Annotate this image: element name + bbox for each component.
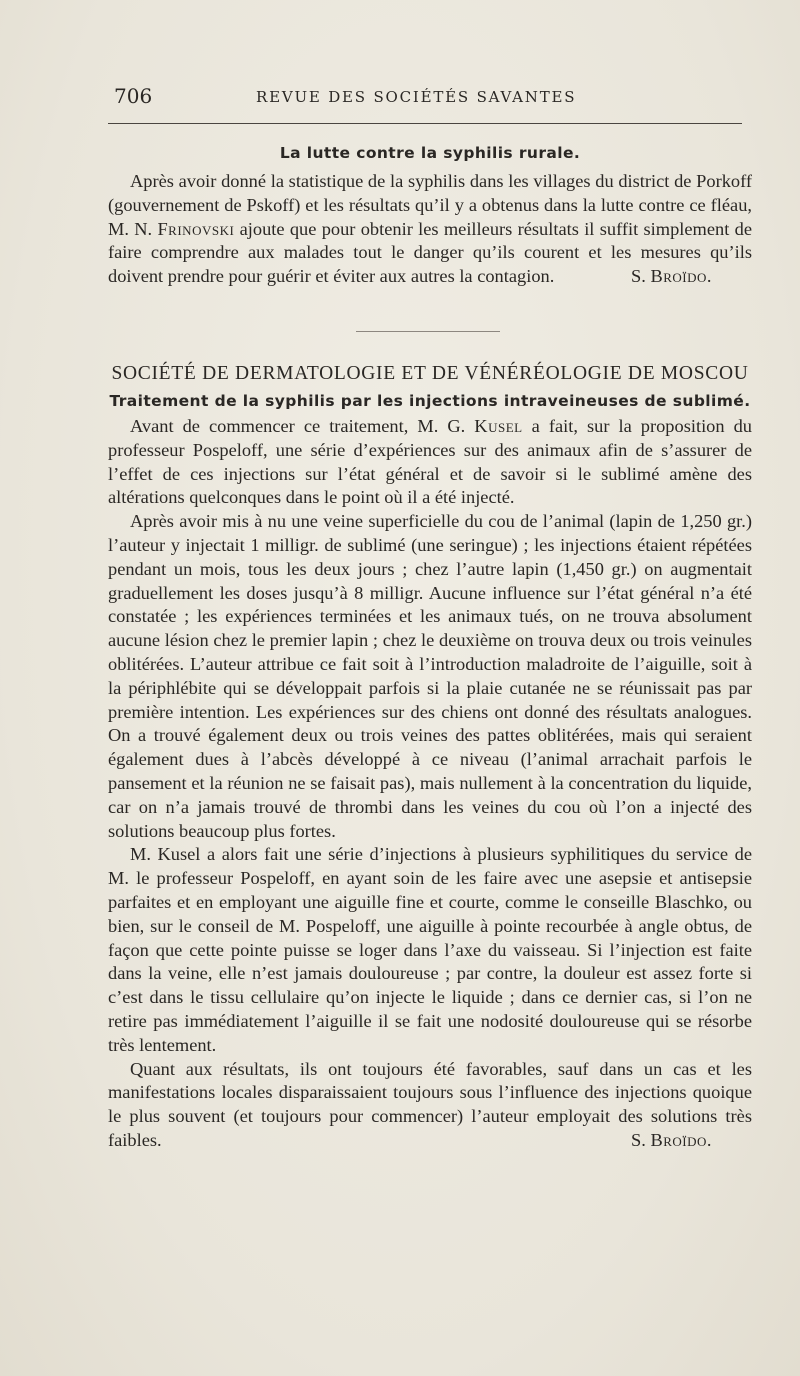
signature	[631, 265, 712, 289]
signature	[631, 1129, 712, 1153]
paragraph	[108, 1058, 752, 1153]
paragraph	[108, 170, 752, 289]
page-number: 706	[114, 84, 153, 108]
article-title: La lutte contre la syphilis rurale.	[279, 144, 581, 162]
section-separator	[356, 331, 500, 332]
article-sublime	[108, 362, 752, 1153]
header-rule	[108, 123, 742, 124]
paragraph-text: ajoute que pour obtenir les meilleurs résultats il suffit simplement de faire comprendre aux malades tout le danger qu’ils courent et les mesures qu’ils doivent prendre pour guérir et éviter aux autres la contagion.	[108, 218, 752, 287]
paragraph-text: Après avoir donné la statistique de la syphilis dans les villages du district de Porkoff (gouvernement de Pskoff) et les résultats qu’il y a obtenus dans la lutte contre ce fléau, M. N.	[108, 171, 752, 239]
journal-title: REVUE DES SOCIÉTÉS SAVANTES	[256, 88, 577, 106]
signature-initial: S.	[631, 1129, 651, 1150]
article-syphilis-rurale	[108, 142, 752, 289]
author-name: Kusel	[474, 416, 523, 436]
paragraph	[108, 415, 752, 510]
running-head	[108, 84, 742, 114]
paragraph: M. Kusel a alors fait une série d’injections à plusieurs syphilitiques du service de M. le professeur Pospeloff, en ayant soin de les faire avec une asepsie et antisepsie parfaites et en employant une aiguille fine et courte, comme le conseille Blaschko, ou bien, sur le conseil de M. Pospeloff, une aiguille à pointe recourbée à angle obtus, de façon que cette pointe puisse se loger dans l’axe du vaisseau. Si l’injection est faite dans la veine, elle n’est jamais douloureuse ; par contre, la douleur est assez forte si c’est dans le tissu cellulaire qu’on injecte le liquide ; dans ce dernier cas, si l’on ne retire pas immédiatement l’aiguille il se fait une nodosité douloureuse qui se résorbe très lentement.	[108, 844, 752, 1055]
article-title: Traitement de la syphilis par les injections intraveineuses de sublimé.	[109, 392, 751, 410]
paragraph-text: Avant de commencer ce traitement, M. G.	[130, 416, 475, 436]
signature-name: Broïdo.	[650, 266, 712, 287]
paragraph-text: Quant aux résultats, ils ont toujours été favorables, sauf dans un cas et les manifestations locales disparaissaient toujours sous l’influence des injections quoique le plus souvent (et toujours pour commencer) l’auteur employait des solutions très faibles.	[108, 1058, 752, 1150]
signature-initial: S.	[631, 266, 651, 287]
signature-name: Broïdo.	[650, 1129, 712, 1150]
author-name: Frinovski	[157, 218, 235, 239]
society-heading: SOCIÉTÉ DE DERMATOLOGIE ET DE VÉNÉRÉOLOGIE DE MOSCOU	[111, 363, 749, 384]
paragraph: Après avoir mis à nu une veine superficielle du cou de l’animal (lapin de 1,250 gr.) l’auteur y injectait 1 milligr. de sublimé (une seringue) ; les injections étaient répétées pendant un mois, tous les deux jours ; chez l’autre lapin (1,450 gr.) on augmentait graduellement les doses jusqu’à 8 milligr. Aucune influence sur l’état général n’a été constatée ; les expériences terminées et les animaux tués, on ne trouva absolument aucune lésion chez le premier lapin ; chez le deuxième on trouva deux ou trois veinules oblitérées. L’auteur attribue ce fait soit à l’introduction maladroite de l’aiguille, soit à la périphlébite qui se développait parfois si la plaie cutanée ne se réunissait pas par première intention. Les expériences sur des chiens ont donné des résultats analogues. On a trouvé également deux ou trois veines des pattes oblitérées, mais qui seraient également dues à l’abcès développé à ce niveau (l’animal arrachait parfois le pansement et la réunion ne se faisait pas), mais nullement à la concentration du liquide, car on n’a jamais trouvé de thrombi dans les veines du cou où l’on a injecté des solutions beaucoup plus fortes.	[108, 511, 752, 841]
paragraph-text: a fait, sur la proposition du professeur Pospeloff, une série d’expériences sur des animaux afin de s’assurer de l’effet de ces injections sur l’état général et de savoir si le sublimé amène des altérations quelconques dans le point où il a été injecté.	[108, 416, 752, 508]
